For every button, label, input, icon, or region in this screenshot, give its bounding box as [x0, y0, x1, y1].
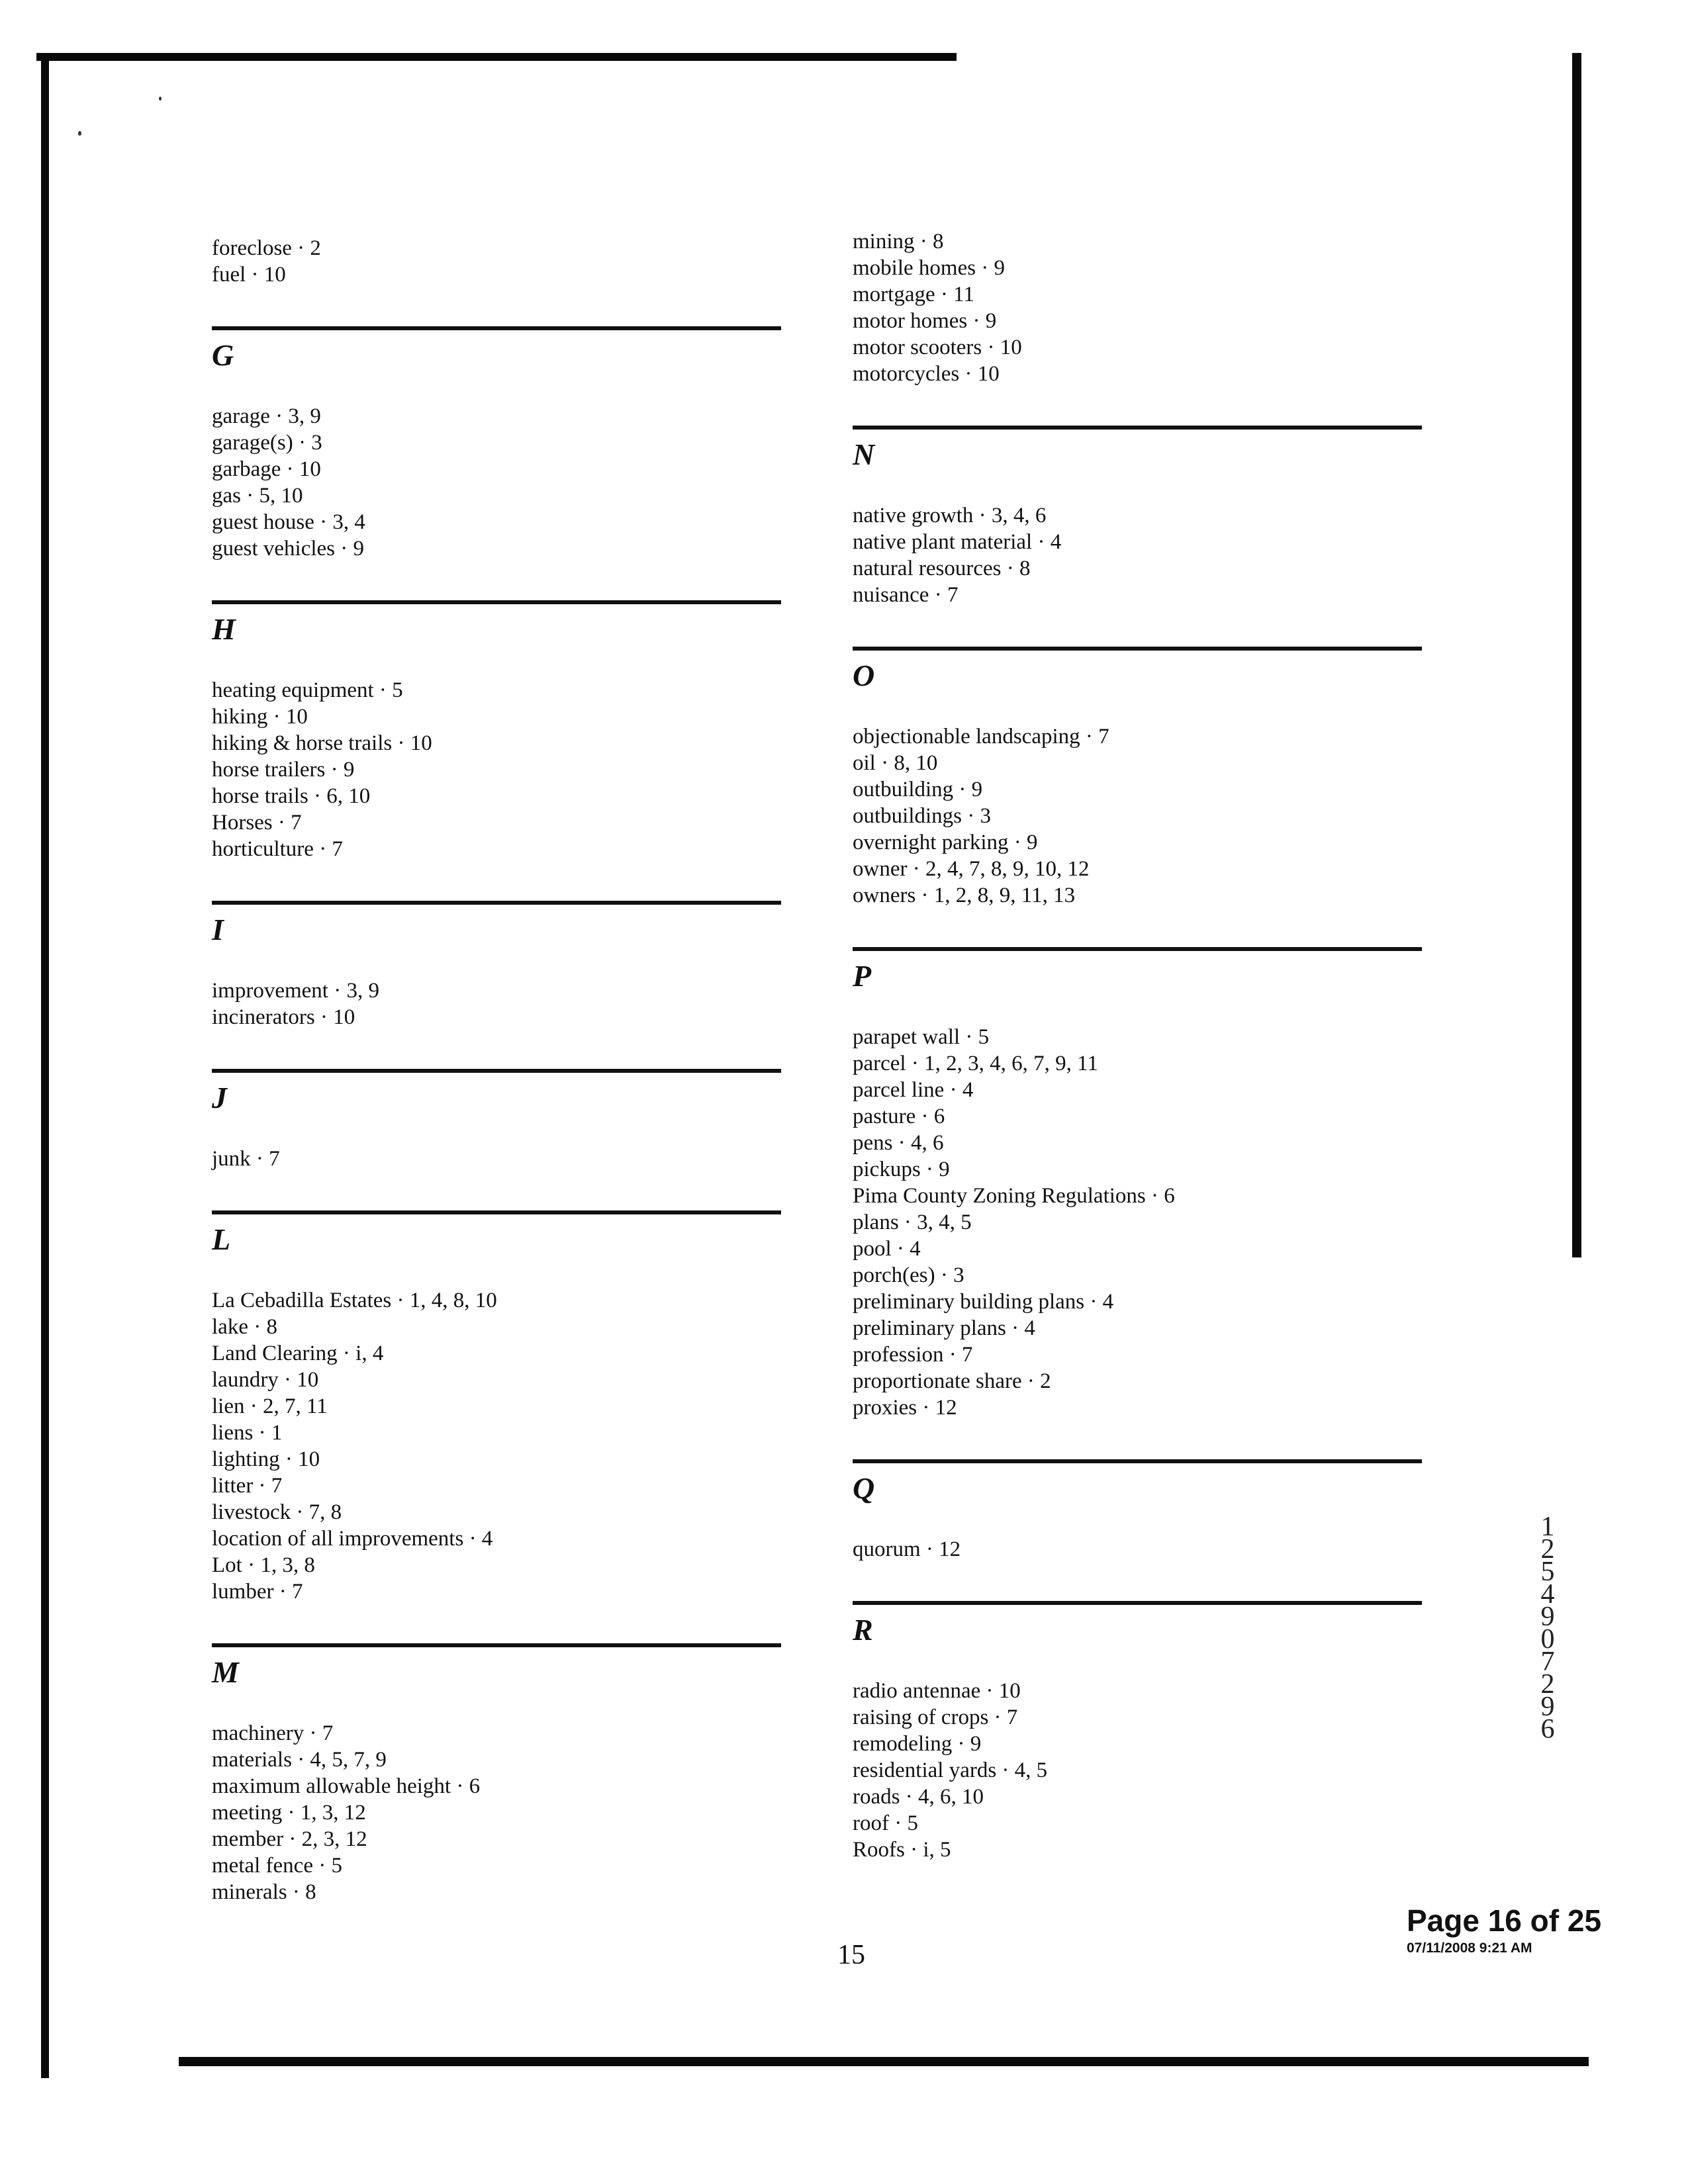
section-letter: I: [212, 913, 224, 946]
index-entry: outbuilding · 9: [853, 778, 983, 801]
index-entry: Horses · 7: [212, 811, 302, 835]
section-divider: [853, 426, 1422, 430]
index-entry: Roofs · i, 5: [853, 1838, 951, 1862]
index-entry: mobile homes · 9: [853, 256, 1006, 280]
index-entry: liens · 1: [212, 1421, 283, 1445]
scan-border-left: [41, 53, 49, 2078]
index-entry: motorcycles · 10: [853, 362, 1000, 386]
index-entry: fuel · 10: [212, 263, 286, 287]
index-entry: motor homes · 9: [853, 309, 997, 333]
scan-speck: [78, 131, 81, 136]
index-entry: garbage · 10: [212, 457, 321, 481]
section-letter: G: [212, 338, 234, 372]
index-entry: proportionate share · 2: [853, 1369, 1051, 1393]
index-section-h: [212, 600, 794, 862]
index-section-n: [853, 426, 1435, 608]
index-entry: raising of crops · 7: [853, 1706, 1018, 1729]
index-entry: lake · 8: [212, 1315, 277, 1339]
index-entry: pasture · 6: [853, 1105, 945, 1128]
index-entry: native growth · 3, 4, 6: [853, 504, 1047, 527]
index-section-l: [212, 1210, 794, 1605]
index-entry: garage(s) · 3: [212, 431, 322, 455]
scan-border-top: [36, 53, 957, 61]
index-entry: horse trails · 6, 10: [212, 784, 371, 808]
section-divider: [212, 600, 781, 604]
index-entry: machinery · 7: [212, 1721, 334, 1745]
index-section-j: [212, 1069, 794, 1172]
index-entry: residential yards · 4, 5: [853, 1758, 1048, 1782]
index-section-q: [853, 1459, 1435, 1563]
index-entry: parapet wall · 5: [853, 1025, 990, 1049]
index-entry: preliminary building plans · 4: [853, 1290, 1114, 1314]
section-letter: Q: [853, 1471, 875, 1505]
section-letter: P: [853, 959, 872, 993]
recorder-page-stamp: Page 16 of 25: [1407, 1903, 1602, 1938]
index-entry: metal fence · 5: [212, 1854, 342, 1878]
index-entry: porch(es) · 3: [853, 1263, 964, 1287]
index-section-m: [212, 1643, 794, 1905]
index-entry: hiking · 10: [212, 705, 308, 729]
index-column-right: [853, 228, 1435, 1863]
index-entry: garage · 3, 9: [212, 404, 321, 428]
section-divider: [853, 647, 1422, 651]
index-entry: pickups · 9: [853, 1158, 950, 1181]
section-divider: [212, 1643, 781, 1647]
index-entry: natural resources · 8: [853, 557, 1031, 580]
index-entry: roads · 4, 6, 10: [853, 1785, 984, 1809]
index-entry: outbuildings · 3: [853, 804, 992, 828]
index-entry: lumber · 7: [212, 1580, 303, 1604]
index-entry: proxies · 12: [853, 1396, 957, 1420]
index-entry: lien · 2, 7, 11: [212, 1394, 328, 1418]
recording-number: 12549 07296: [1540, 1512, 1555, 1745]
index-entry: nuisance · 7: [853, 583, 959, 607]
index-section-p: [853, 947, 1435, 1421]
section-divider: [853, 1601, 1422, 1605]
index-entry: roof · 5: [853, 1811, 918, 1835]
section-letter: N: [853, 437, 875, 471]
index-entry: quorum · 12: [853, 1537, 961, 1561]
index-entry: La Cebadilla Estates · 1, 4, 8, 10: [212, 1289, 497, 1312]
index-entry: pens · 4, 6: [853, 1131, 944, 1155]
index-entry: livestock · 7, 8: [212, 1500, 342, 1524]
index-entry: heating equipment · 5: [212, 678, 403, 702]
index-entry: member · 2, 3, 12: [212, 1827, 367, 1851]
index-entry: oil · 8, 10: [853, 751, 938, 775]
index-entry: native plant material · 4: [853, 530, 1062, 554]
index-entry: meeting · 1, 3, 12: [212, 1801, 366, 1825]
index-entry: owners · 1, 2, 8, 9, 11, 13: [853, 884, 1076, 907]
index-section-o: [853, 647, 1435, 909]
section-divider: [853, 947, 1422, 951]
scan-border-right: [1572, 53, 1581, 1257]
pre-entries: [853, 228, 1435, 387]
index-entry: maximum allowable height · 6: [212, 1774, 481, 1798]
index-entry: overnight parking · 9: [853, 831, 1038, 854]
index-entry: incinerators · 10: [212, 1005, 355, 1029]
page-number: 15: [837, 1940, 865, 1970]
index-entry: Pima County Zoning Regulations · 6: [853, 1184, 1175, 1208]
pre-entries: [212, 235, 794, 288]
index-section-g: [212, 326, 794, 562]
index-entry: radio antennae · 10: [853, 1679, 1021, 1703]
index-entry: minerals · 8: [212, 1880, 316, 1904]
index-entry: mortgage · 11: [853, 283, 974, 306]
section-divider: [212, 1210, 781, 1214]
index-entry: objectionable landscaping · 7: [853, 725, 1109, 749]
index-column-left: [212, 235, 794, 1905]
index-entry: Land Clearing · i, 4: [212, 1342, 384, 1365]
recorder-date-stamp: 07/11/2008 9:21 AM: [1407, 1940, 1532, 1956]
index-entry: mining · 8: [853, 230, 944, 253]
index-entry: plans · 3, 4, 5: [853, 1210, 972, 1234]
index-entry: location of all improvements · 4: [212, 1527, 493, 1551]
section-letter: J: [212, 1081, 227, 1115]
index-entry: remodeling · 9: [853, 1732, 982, 1756]
section-letter: R: [853, 1613, 873, 1647]
section-divider: [212, 326, 781, 330]
index-entry: preliminary plans · 4: [853, 1316, 1035, 1340]
section-letter: M: [212, 1655, 239, 1689]
index-entry: litter · 7: [212, 1474, 283, 1498]
index-entry: horticulture · 7: [212, 837, 343, 861]
index-entry: guest vehicles · 9: [212, 537, 365, 561]
index-entry: foreclose · 2: [212, 236, 321, 260]
index-entry: parcel line · 4: [853, 1078, 974, 1102]
index-entry: guest house · 3, 4: [212, 510, 365, 534]
index-entry: owner · 2, 4, 7, 8, 9, 10, 12: [853, 857, 1090, 881]
section-letter: O: [853, 659, 875, 692]
index-entry: laundry · 10: [212, 1368, 319, 1392]
index-entry: junk · 7: [212, 1147, 280, 1171]
section-letter: L: [212, 1222, 231, 1256]
index-entry: hiking & horse trails · 10: [212, 731, 432, 755]
index-entry: lighting · 10: [212, 1447, 320, 1471]
index-entry: pool · 4: [853, 1237, 921, 1261]
section-letter: H: [212, 612, 236, 646]
index-entry: materials · 4, 5, 7, 9: [212, 1748, 387, 1772]
scan-speck: [159, 97, 162, 101]
section-divider: [212, 1069, 781, 1073]
section-divider: [853, 1459, 1422, 1463]
index-entry: improvement · 3, 9: [212, 979, 379, 1003]
index-entry: horse trailers · 9: [212, 758, 355, 782]
index-entry: profession · 7: [853, 1343, 973, 1367]
index-entry: parcel · 1, 2, 3, 4, 6, 7, 9, 11: [853, 1052, 1098, 1075]
index-section-i: [212, 901, 794, 1030]
index-entry: motor scooters · 10: [853, 336, 1022, 359]
section-divider: [212, 901, 781, 905]
index-section-r: [853, 1601, 1435, 1863]
index-entry: gas · 5, 10: [212, 484, 303, 508]
scan-border-bottom: [179, 2057, 1589, 2066]
index-entry: Lot · 1, 3, 8: [212, 1553, 315, 1577]
